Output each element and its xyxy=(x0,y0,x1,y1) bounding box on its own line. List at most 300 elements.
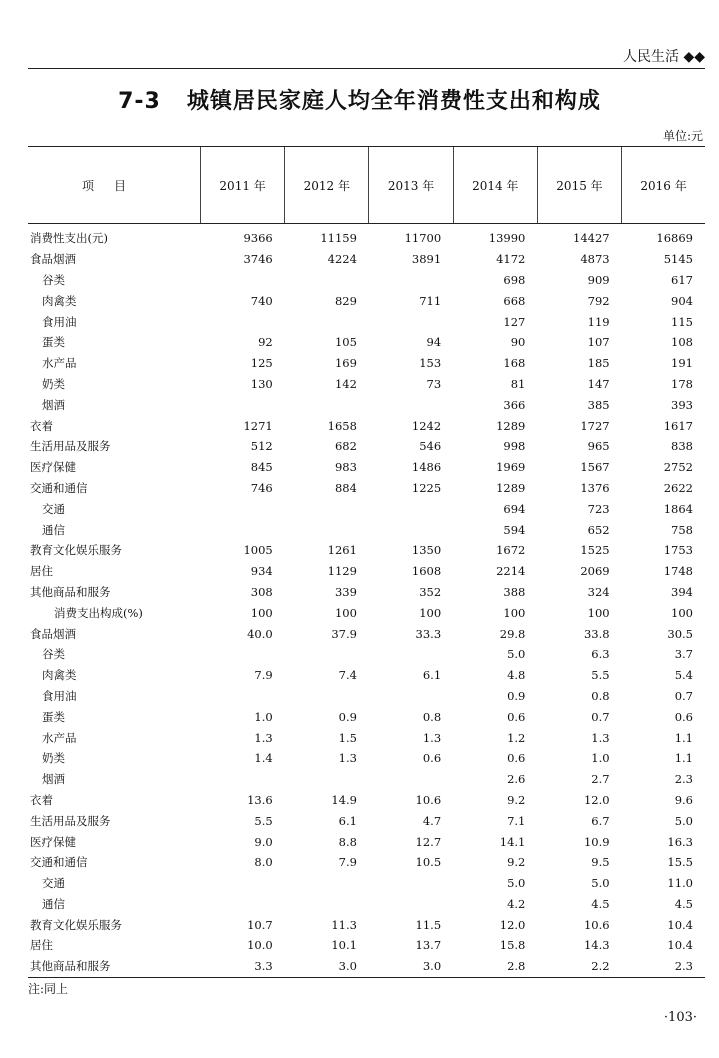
row-label: 衣着 xyxy=(30,792,53,807)
table-cell: 339 xyxy=(334,584,357,599)
row-label: 消费性支出(元) xyxy=(30,231,108,246)
row-label: 交通 xyxy=(42,501,65,516)
table-row xyxy=(28,727,705,748)
table-cell: 4172 xyxy=(496,252,526,267)
table-cell xyxy=(285,394,369,415)
table-cell: 178 xyxy=(671,376,693,391)
year-header: 2016 年 xyxy=(622,147,705,224)
table-cell: 10.6 xyxy=(415,792,442,807)
row-label: 食品烟酒 xyxy=(30,252,76,267)
table-cell xyxy=(285,519,369,540)
table-cell xyxy=(201,873,285,894)
table-cell xyxy=(201,894,285,915)
table-cell: 5145 xyxy=(663,252,693,267)
year-header: 2015 年 xyxy=(537,147,621,224)
table-cell: 29.8 xyxy=(499,626,526,641)
table-row xyxy=(28,353,705,374)
table-cell: 2.3 xyxy=(674,772,693,787)
table-cell: 5.4 xyxy=(674,668,693,683)
table-cell: 94 xyxy=(426,335,442,350)
table-cell: 0.9 xyxy=(507,688,526,703)
table-cell xyxy=(201,769,285,790)
table-cell xyxy=(285,894,369,915)
table-row xyxy=(28,914,705,935)
table-cell: 394 xyxy=(671,584,693,599)
table-cell: 108 xyxy=(671,335,693,350)
table-cell: 16.3 xyxy=(667,834,693,849)
table-cell: 81 xyxy=(510,376,526,391)
table-row xyxy=(28,623,705,644)
table-cell: 1486 xyxy=(411,460,442,475)
table-cell: 2.8 xyxy=(453,956,537,977)
table-cell: 9.0 xyxy=(254,834,273,849)
table-row xyxy=(28,956,705,977)
table-cell: 746 xyxy=(250,480,273,495)
table-row xyxy=(28,873,705,894)
table-cell: 1658 xyxy=(327,418,357,433)
table-cell: 1376 xyxy=(580,480,610,495)
table-cell: 2214 xyxy=(496,564,526,579)
table-cell: 11.5 xyxy=(415,917,442,932)
table-row xyxy=(28,519,705,540)
table-cell: 9.6 xyxy=(674,792,693,807)
table-cell: 934 xyxy=(250,564,273,579)
row-label: 肉禽类 xyxy=(42,293,77,308)
table-cell: 965 xyxy=(587,439,610,454)
table-cell: 14427 xyxy=(573,231,610,246)
row-label: 奶类 xyxy=(42,751,65,766)
row-label: 生活用品及服务 xyxy=(30,813,111,828)
table-cell: 1727 xyxy=(580,418,610,433)
table-cell: 2.3 xyxy=(622,956,705,977)
table-row xyxy=(28,644,705,665)
table-cell: 37.9 xyxy=(331,626,357,641)
table-cell: 1.3 xyxy=(254,730,273,745)
row-label: 医疗保健 xyxy=(30,834,76,849)
table-cell: 1.2 xyxy=(507,730,526,745)
table-cell: 9366 xyxy=(243,231,273,246)
table-cell: 4.5 xyxy=(591,896,610,911)
table-cell xyxy=(369,519,453,540)
table-cell xyxy=(369,686,453,707)
table-cell: 366 xyxy=(503,397,526,412)
table-cell: 3.7 xyxy=(674,647,693,662)
table-cell: 4.7 xyxy=(422,813,442,828)
table-cell: 845 xyxy=(250,460,273,475)
table-cell: 10.5 xyxy=(415,855,442,870)
table-row xyxy=(28,769,705,790)
table-cell: 100 xyxy=(334,605,357,620)
table-cell: 130 xyxy=(250,376,273,391)
table-cell: 308 xyxy=(250,584,273,599)
table-cell: 9.2 xyxy=(507,855,526,870)
table-cell: 884 xyxy=(334,480,357,495)
unit-label: 单位:元 xyxy=(662,129,703,143)
row-label: 其他商品和服务 xyxy=(28,956,201,977)
table-cell: 6.1 xyxy=(338,813,357,828)
table-cell: 4873 xyxy=(580,252,610,267)
table-title: 城镇居民家庭人均全年消费性支出和构成 xyxy=(186,89,601,114)
table-cell: 388 xyxy=(503,584,526,599)
table-cell: 92 xyxy=(258,335,273,350)
table-cell: 829 xyxy=(334,293,357,308)
row-label: 谷类 xyxy=(42,272,65,287)
table-cell: 1271 xyxy=(243,418,273,433)
table-cell xyxy=(285,873,369,894)
table-row xyxy=(28,478,705,499)
table-cell: 115 xyxy=(671,314,693,329)
table-cell: 512 xyxy=(250,439,273,454)
table-cell: 5.0 xyxy=(507,647,526,662)
table-cell: 9.5 xyxy=(591,855,610,870)
table-cell: 0.6 xyxy=(674,709,693,724)
table-cell: 983 xyxy=(334,460,357,475)
footnote: 注:同上 xyxy=(28,982,69,996)
table-cell: 3746 xyxy=(243,252,273,267)
row-label: 奶类 xyxy=(42,376,65,391)
table-cell: 1.5 xyxy=(338,730,357,745)
table-row xyxy=(28,540,705,561)
table-cell: 5.0 xyxy=(591,876,610,891)
table-cell: 11.0 xyxy=(667,876,693,891)
table-row xyxy=(28,852,705,873)
row-label: 交通和通信 xyxy=(30,855,88,870)
table-cell xyxy=(285,644,369,665)
table-row xyxy=(28,935,705,956)
table-cell: 16869 xyxy=(656,231,693,246)
row-label: 蛋类 xyxy=(42,335,65,350)
table-cell: 12.7 xyxy=(415,834,442,849)
table-cell: 1617 xyxy=(663,418,693,433)
table-cell: 10.6 xyxy=(583,917,610,932)
table-cell: 168 xyxy=(503,356,526,371)
table-cell: 792 xyxy=(587,293,610,308)
table-cell: 3.0 xyxy=(369,956,453,977)
table-row xyxy=(28,602,705,623)
table-header-row xyxy=(28,147,705,224)
table-cell: 1969 xyxy=(496,460,526,475)
table-cell: 3.0 xyxy=(285,956,369,977)
table-row xyxy=(28,748,705,769)
table-cell: 0.8 xyxy=(591,688,610,703)
table-cell: 2.2 xyxy=(537,956,621,977)
expenditure-table xyxy=(28,146,705,978)
table-cell: 0.7 xyxy=(674,688,693,703)
table-cell xyxy=(201,519,285,540)
table-cell: 1748 xyxy=(663,564,693,579)
table-cell: 2069 xyxy=(580,564,610,579)
table-cell: 10.4 xyxy=(667,938,693,953)
table-cell: 14.1 xyxy=(499,834,526,849)
table-row xyxy=(28,665,705,686)
row-label: 谷类 xyxy=(42,647,65,662)
table-cell: 1350 xyxy=(411,543,442,558)
table-cell: 8.0 xyxy=(254,855,273,870)
table-cell: 723 xyxy=(587,501,610,516)
table-cell: 1.0 xyxy=(254,709,273,724)
table-cell xyxy=(201,394,285,415)
table-cell: 15.8 xyxy=(499,938,526,953)
table-cell: 11159 xyxy=(320,231,357,246)
table-cell: 0.7 xyxy=(591,709,610,724)
table-cell: 668 xyxy=(503,293,526,308)
table-row xyxy=(28,415,705,436)
table-cell: 1672 xyxy=(496,543,526,558)
table-cell xyxy=(369,894,453,915)
year-header: 2012 年 xyxy=(285,147,369,224)
table-cell xyxy=(369,769,453,790)
running-header xyxy=(28,40,705,69)
table-cell: 0.6 xyxy=(507,709,526,724)
table-cell: 0.6 xyxy=(507,751,526,766)
row-label: 食用油 xyxy=(42,314,77,329)
table-cell: 73 xyxy=(426,376,442,391)
table-cell: 125 xyxy=(250,356,273,371)
table-cell xyxy=(285,498,369,519)
table-cell: 758 xyxy=(671,522,693,537)
table-cell: 7.9 xyxy=(338,855,357,870)
table-row xyxy=(28,582,705,603)
table-row xyxy=(28,270,705,291)
row-label: 食品烟酒 xyxy=(30,626,76,641)
table-cell: 107 xyxy=(587,335,610,350)
table-number: 7-3 xyxy=(118,89,161,114)
table-cell: 904 xyxy=(671,293,693,308)
table-cell: 1225 xyxy=(411,480,442,495)
row-label: 生活用品及服务 xyxy=(30,439,111,454)
row-label: 肉禽类 xyxy=(42,668,77,683)
table-cell: 185 xyxy=(587,356,610,371)
table-cell: 12.0 xyxy=(583,792,610,807)
table-row xyxy=(28,311,705,332)
table-row xyxy=(28,790,705,811)
section-label: 人民生活 ◆◆ xyxy=(623,49,705,65)
table-cell: 100 xyxy=(250,605,273,620)
table-cell: 7.4 xyxy=(338,668,357,683)
table-cell: 1129 xyxy=(327,564,357,579)
row-label: 教育文化娱乐服务 xyxy=(30,917,122,932)
table-cell: 10.4 xyxy=(667,917,693,932)
row-label: 教育文化娱乐服务 xyxy=(30,543,122,558)
table-cell: 5.5 xyxy=(591,668,610,683)
table-cell: 119 xyxy=(587,314,610,329)
table-cell: 617 xyxy=(671,272,693,287)
table-cell: 0.8 xyxy=(422,709,442,724)
table-cell: 0.6 xyxy=(422,751,442,766)
table-cell: 10.7 xyxy=(247,917,273,932)
table-cell: 1.3 xyxy=(338,751,357,766)
table-row xyxy=(28,831,705,852)
table-cell: 6.7 xyxy=(591,813,610,828)
table-cell: 1005 xyxy=(243,543,273,558)
table-cell: 10.9 xyxy=(583,834,610,849)
table-cell: 909 xyxy=(587,272,610,287)
table-cell: 7.9 xyxy=(254,668,273,683)
table-cell: 100 xyxy=(587,605,610,620)
table-body xyxy=(28,224,705,978)
table-cell: 6.1 xyxy=(422,668,442,683)
table-cell: 13.6 xyxy=(247,792,273,807)
table-cell: 682 xyxy=(334,439,357,454)
table-cell: 13.7 xyxy=(415,938,442,953)
table-cell: 147 xyxy=(587,376,610,391)
table-row xyxy=(28,498,705,519)
table-cell: 1525 xyxy=(580,543,610,558)
row-label: 居住 xyxy=(30,564,53,579)
table-cell: 153 xyxy=(419,356,442,371)
table-cell: 546 xyxy=(419,439,442,454)
row-label: 通信 xyxy=(42,896,65,911)
table-cell: 12.0 xyxy=(499,917,526,932)
table-cell xyxy=(201,311,285,332)
table-cell: 711 xyxy=(419,293,442,308)
table-cell: 1753 xyxy=(663,543,693,558)
table-cell: 7.1 xyxy=(507,813,526,828)
table-cell: 1289 xyxy=(496,480,526,495)
table-cell: 1.0 xyxy=(591,751,610,766)
table-cell xyxy=(369,498,453,519)
table-row xyxy=(28,436,705,457)
table-cell: 1289 xyxy=(496,418,526,433)
row-label: 交通和通信 xyxy=(30,480,88,495)
table-cell: 169 xyxy=(334,356,357,371)
row-label: 其他商品和服务 xyxy=(30,584,111,599)
row-label: 烟酒 xyxy=(42,772,65,787)
table-cell: 11700 xyxy=(404,231,442,246)
table-cell: 100 xyxy=(671,605,693,620)
table-cell: 33.8 xyxy=(583,626,610,641)
table-cell xyxy=(285,686,369,707)
table-cell: 393 xyxy=(671,397,693,412)
table-cell: 698 xyxy=(503,272,526,287)
row-label: 医疗保健 xyxy=(30,460,76,475)
table-cell xyxy=(369,873,453,894)
table-cell: 1608 xyxy=(411,564,442,579)
table-cell xyxy=(369,644,453,665)
page-number: ·103· xyxy=(663,1010,697,1025)
year-header: 2013 年 xyxy=(369,147,453,224)
table-cell: 1567 xyxy=(580,460,610,475)
table-cell: 2752 xyxy=(663,460,693,475)
table-row xyxy=(28,561,705,582)
row-label: 居住 xyxy=(30,938,53,953)
table-row xyxy=(28,374,705,395)
table-cell: 5.0 xyxy=(507,876,526,891)
table-cell xyxy=(201,270,285,291)
table-cell: 1.1 xyxy=(674,751,693,766)
table-cell: 1.1 xyxy=(674,730,693,745)
table-cell: 1.4 xyxy=(254,751,273,766)
row-label: 水产品 xyxy=(42,730,77,745)
item-column-header: 项目 xyxy=(28,147,201,224)
table-cell: 385 xyxy=(587,397,610,412)
table-row xyxy=(28,894,705,915)
table-cell: 40.0 xyxy=(247,626,273,641)
table-cell: 4.5 xyxy=(674,896,693,911)
table-cell: 4.2 xyxy=(507,896,526,911)
table-cell: 127 xyxy=(503,314,526,329)
row-label: 烟酒 xyxy=(42,397,65,412)
table-cell: 33.3 xyxy=(415,626,442,641)
table-cell: 100 xyxy=(419,605,442,620)
table-cell: 90 xyxy=(510,335,526,350)
table-cell: 2622 xyxy=(663,480,693,495)
table-row xyxy=(28,290,705,311)
table-row xyxy=(28,332,705,353)
table-cell: 4224 xyxy=(327,252,357,267)
table-cell xyxy=(369,311,453,332)
row-label: 蛋类 xyxy=(42,709,65,724)
table-cell: 15.5 xyxy=(667,855,693,870)
table-cell: 11.3 xyxy=(331,917,357,932)
table-cell xyxy=(201,644,285,665)
table-cell: 3891 xyxy=(411,252,442,267)
year-header: 2011 年 xyxy=(201,147,285,224)
table-cell: 998 xyxy=(503,439,526,454)
table-cell: 1.3 xyxy=(591,730,610,745)
table-cell: 8.8 xyxy=(338,834,357,849)
table-row xyxy=(28,686,705,707)
table-cell: 142 xyxy=(334,376,357,391)
table-row xyxy=(28,706,705,727)
table-cell: 2.7 xyxy=(591,772,610,787)
table-cell: 1261 xyxy=(327,543,357,558)
table-cell: 1242 xyxy=(411,418,442,433)
year-header: 2014 年 xyxy=(453,147,537,224)
table-cell: 594 xyxy=(503,522,526,537)
row-label: 通信 xyxy=(42,522,65,537)
row-label: 食用油 xyxy=(42,688,77,703)
table-cell xyxy=(201,686,285,707)
table-cell: 4.8 xyxy=(507,668,526,683)
table-cell: 100 xyxy=(503,605,526,620)
table-cell: 105 xyxy=(334,335,357,350)
table-cell xyxy=(201,498,285,519)
table-cell: 694 xyxy=(503,501,526,516)
row-label: 交通 xyxy=(42,876,65,891)
table-cell: 2.6 xyxy=(507,772,526,787)
table-cell: 352 xyxy=(419,584,442,599)
table-row xyxy=(28,394,705,415)
table-cell: 14.9 xyxy=(331,792,357,807)
table-cell xyxy=(285,311,369,332)
table-cell: 13990 xyxy=(488,231,526,246)
table-cell: 10.0 xyxy=(247,938,273,953)
table-cell: 652 xyxy=(587,522,610,537)
table-cell xyxy=(369,394,453,415)
table-cell: 30.5 xyxy=(667,626,693,641)
table-cell: 1.3 xyxy=(422,730,442,745)
table-cell xyxy=(285,769,369,790)
table-cell xyxy=(369,270,453,291)
table-cell: 10.1 xyxy=(331,938,357,953)
table-row xyxy=(28,224,705,249)
table-cell: 9.2 xyxy=(507,792,526,807)
table-cell: 5.0 xyxy=(674,813,693,828)
table-cell: 740 xyxy=(250,293,273,308)
table-cell: 14.3 xyxy=(583,938,610,953)
table-cell: 838 xyxy=(671,439,693,454)
table-cell: 5.5 xyxy=(254,813,273,828)
table-row xyxy=(28,457,705,478)
table-cell: 1864 xyxy=(663,501,693,516)
table-cell: 191 xyxy=(671,356,693,371)
table-row xyxy=(28,810,705,831)
page-title xyxy=(0,84,719,115)
row-label: 消费支出构成(%) xyxy=(54,605,143,620)
row-label: 衣着 xyxy=(30,418,53,433)
table-row xyxy=(28,249,705,270)
